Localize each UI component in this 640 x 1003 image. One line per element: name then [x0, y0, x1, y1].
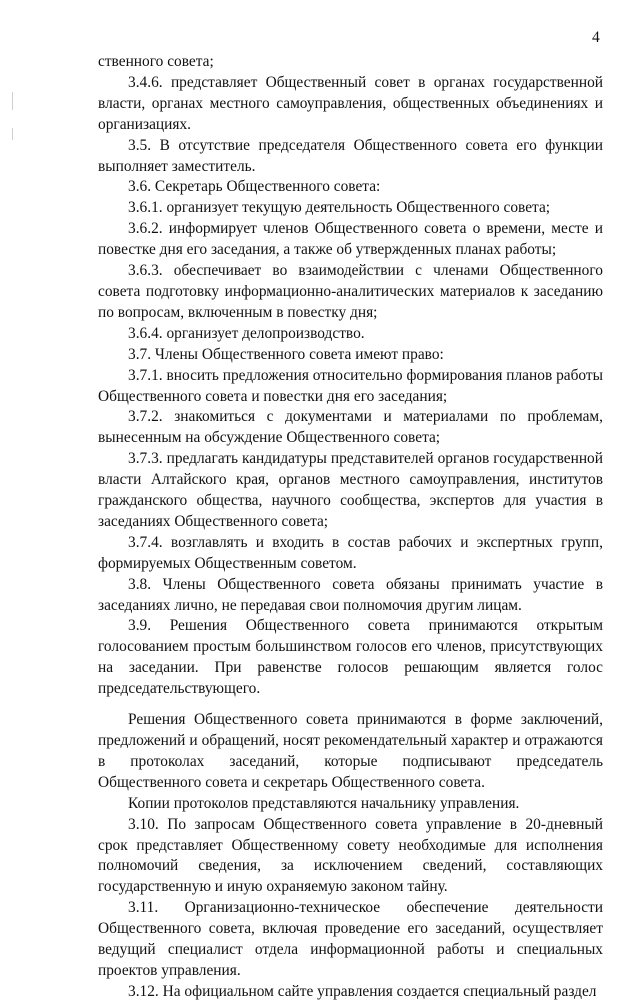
paragraph-3-4-6: 3.4.6. представляет Общественный совет в органах государственной власти, органах местного самоуправления, общественных объединениях и организациях. — [98, 73, 603, 133]
paragraph-3-11: 3.11. Организационно-техническое обеспечение деятельности Общественного совета, включая проведение его заседаний, осуществляет ведущий специалист отдела информационной работы и специальных проектов управления. — [98, 899, 603, 979]
paragraph-3-7-2: 3.7.2. знакомиться с документами и материалами по проблемам, вынесенным на обсуждение Общественного совета; — [98, 408, 603, 447]
paragraph-3-6-3: 3.6.3. обеспечивает во взаимодействии с членами Общественного совета подготовку информационно-аналитических материалов к заседанию по вопросам, включенным в повестку дня; — [98, 262, 603, 321]
paragraph-3-12: 3.12. На официальном сайте управления создается специальный раздел — [128, 982, 597, 1000]
paragraph-3-6-1: 3.6.1. организует текущую деятельность Общественного совета; — [128, 199, 551, 217]
paragraph-3-7-4: 3.7.4. возглавлять и входить в состав рабочих и экспертных групп, формируемых Общественным советом. — [98, 533, 603, 572]
paragraph-3-9: 3.9. Решения Общественного совета принимаются открытым голосованием простым большинством голосов его членов, присутствующих на заседании. При равенстве голосов решающим является голос председательствующего. — [98, 617, 603, 698]
paragraph-3-6: 3.6. Секретарь Общественного совета: — [128, 178, 381, 196]
paragraph-continuation: ственного совета; — [98, 53, 214, 70]
paragraph-3-7-1: 3.7.1. вносить предложения относительно формирования планов работы Общественного совета и повестки дня его заседания; — [98, 366, 603, 405]
paragraph-3-6-2: 3.6.2. информирует членов Общественного совета о времени, месте и повестке дня его заседания, а также об утвержденных планах работы; — [98, 220, 603, 259]
document-body — [98, 52, 603, 1003]
paragraph-decisions-form: Решения Общественного совета принимаются в форме заключений, предложений и обращений, носят рекомендательный характер и отражаются в протоколах заседаний, которые подписывают председатель Общественного совета и секретарь Общественного совета. — [98, 711, 603, 791]
scan-margin-mark — [12, 128, 13, 140]
paragraph-3-7: 3.7. Члены Общественного совета имеют право: — [128, 345, 444, 363]
scan-margin-mark — [12, 92, 13, 110]
paragraph-3-7-3: 3.7.3. предлагать кандидатуры представителей органов государственной власти Алтайского края, органов местного самоуправления, институтов гражданского общества, научного сообщества, экспертов для участия в заседаниях Общественного совета; — [98, 450, 603, 530]
paragraph-3-8: 3.8. Члены Общественного совета обязаны принимать участие в заседаниях лично, не передавая свои полномочия другим лицам. — [98, 575, 603, 614]
paragraph-protocol-copies: Копии протоколов представляются начальнику управления. — [128, 794, 520, 812]
page-number: 4 — [592, 29, 600, 46]
paragraph-3-6-4: 3.6.4. организует делопроизводство. — [128, 324, 365, 342]
paragraph-3-10: 3.10. По запросам Общественного совета управление в 20-дневный срок представляет Общественному совету необходимые для исполнения полномочий сведения, за исключением сведений, составляющих государственную и иную охраняемую законом тайну. — [98, 815, 603, 896]
paragraph-3-5: 3.5. В отсутствие председателя Общественного совета его функции выполняет заместитель. — [98, 136, 603, 175]
